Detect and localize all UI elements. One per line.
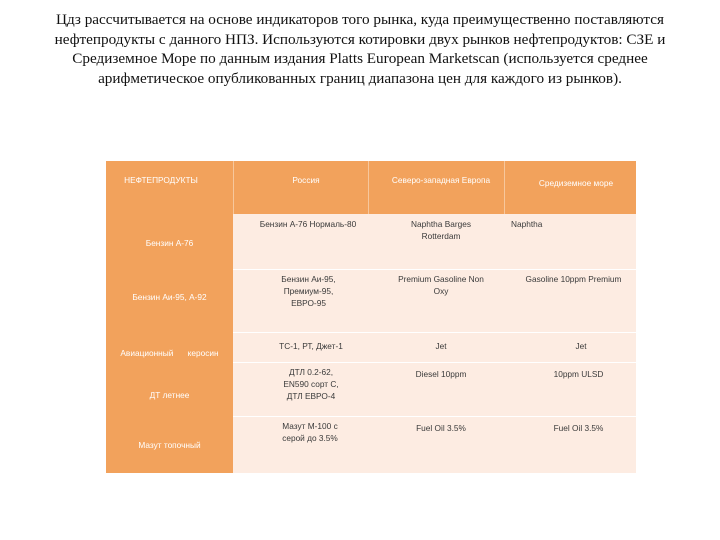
header-products: НЕФТЕПРОДУКТЫ — [124, 175, 198, 185]
row-separator — [233, 332, 636, 333]
cell-russia: ТС-1, РТ, Джет-1 — [279, 341, 343, 351]
cell-russia: Бензин Аи-95, Премиум-95, ЕВРО-95 — [281, 274, 336, 308]
cell-russia: ДТЛ 0.2-62, EN590 сорт С, ДТЛ ЕВРО-4 — [283, 367, 339, 401]
cell-nw-europe: Naphtha Barges Rotterdam — [411, 219, 471, 241]
product-row-2: Бензин Аи-95, А-92 — [132, 292, 207, 302]
header-divider — [233, 161, 234, 214]
cell-russia: Бензин А-76 Нормаль-80 — [259, 219, 357, 229]
cell-mediterranean: Naphtha — [511, 219, 543, 229]
cell-mediterranean: 10ppm ULSD — [553, 369, 604, 379]
product-row-3: Авиационный керосин — [120, 348, 219, 358]
header-divider — [504, 161, 505, 214]
cell-russia: Мазут М-100 с серой до 3.5% — [282, 421, 338, 443]
cell-nw-europe: Premium Gasoline Non Oxy — [398, 274, 484, 296]
cell-nw-europe: Diesel 10ppm — [415, 369, 467, 379]
products-column — [106, 214, 233, 473]
row-separator — [233, 416, 636, 417]
header-divider — [368, 161, 369, 214]
product-row-5: Мазут топочный — [138, 440, 201, 450]
header-mediterranean: Средиземное море — [538, 178, 614, 188]
header-russia: Россия — [292, 175, 320, 185]
cell-nw-europe: Jet — [435, 341, 447, 351]
cell-nw-europe: Fuel Oil 3.5% — [416, 423, 466, 433]
quotes-table — [106, 161, 636, 473]
cell-mediterranean: Gasoline 10ppm Premium — [525, 274, 622, 284]
row-separator — [233, 269, 636, 270]
product-row-4: ДТ летнее — [149, 390, 190, 400]
header-nw-europe: Северо-западная Европа — [391, 175, 491, 185]
intro-paragraph: Цдз рассчитывается на основе индикаторов того рынка, куда преимущественно поставляются нефтепродукты с данного НПЗ. Используются котировки двух рынков нефтепродуктов: СЗЕ и Средиземное Море по данным издания Platts European Marketscan (используется среднее арифметическое опубликованных границ диапазона цен для каждого из рынков). — [54, 11, 666, 87]
product-row-1: Бензин А-76 — [145, 238, 194, 248]
cell-mediterranean: Jet — [575, 341, 587, 351]
row-separator — [233, 362, 636, 363]
cell-mediterranean: Fuel Oil 3.5% — [553, 423, 604, 433]
